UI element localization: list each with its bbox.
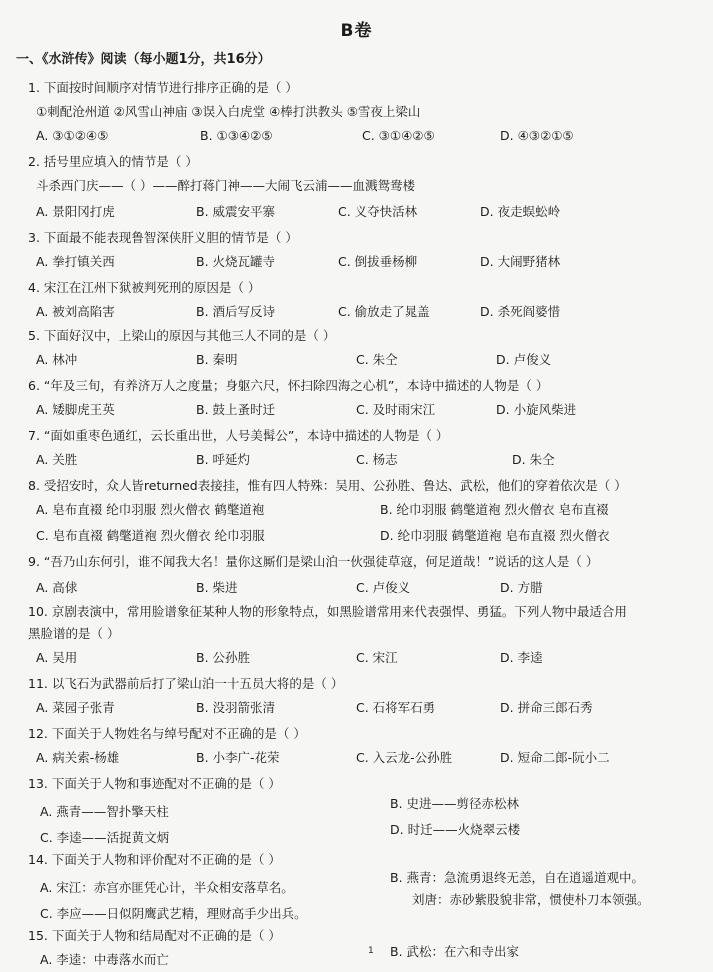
q11-option-c[interactable]: C. 石将军石勇: [356, 700, 436, 715]
q14-option-a[interactable]: A. 宋江：赤宫亦匪凭心计，半众相安落草名。: [40, 880, 294, 895]
q6-option-c[interactable]: C. 及时雨宋江: [356, 402, 436, 417]
q5-option-a[interactable]: A. 林冲: [36, 352, 78, 367]
q10-option-b[interactable]: B. 公孙胜: [196, 650, 251, 665]
q1-option-d[interactable]: D. ④③②①⑤: [500, 128, 574, 143]
q4-option-a[interactable]: A. 被刘高陷害: [36, 304, 115, 319]
q3-option-a[interactable]: A. 拳打镇关西: [36, 254, 115, 269]
q4-option-c[interactable]: C. 偷放走了晁盖: [338, 304, 430, 319]
q8-option-a[interactable]: A. 皂布直裰 纶巾羽服 烈火僧衣 鹤氅道袍: [36, 502, 265, 517]
q10-option-c[interactable]: C. 宋江: [356, 650, 398, 665]
q10-stem-line1: 10. 京剧表演中，常用脸谱象征某种人物的形象特点，如黑脸谱常用来代表强悍、勇猛。下列人物中最适合用: [28, 604, 627, 619]
q13-stem: 13. 下面关于人物和事迹配对不正确的是（ ）: [28, 776, 281, 791]
q7-option-a[interactable]: A. 关胜: [36, 452, 78, 467]
q7-stem: 7. “面如重枣色通红，云长重出世，人号美髯公”，本诗中描述的人物是（ ）: [28, 428, 449, 443]
q2-option-a[interactable]: A. 景阳冈打虎: [36, 204, 115, 219]
q7-option-c[interactable]: C. 杨志: [356, 452, 398, 467]
q3-stem: 3. 下面最不能表现鲁智深侠肝义胆的情节是（ ）: [28, 230, 298, 245]
q12-stem: 12. 下面关于人物姓名与绰号配对不正确的是（ ）: [28, 726, 306, 741]
q5-option-d[interactable]: D. 卢俊义: [496, 352, 552, 367]
q11-option-b[interactable]: B. 没羽箭张清: [196, 700, 276, 715]
q12-option-b[interactable]: B. 小李广-花荣: [196, 750, 280, 765]
q6-option-d[interactable]: D. 小旋风柴进: [496, 402, 577, 417]
q2-option-c[interactable]: C. 义夺快活林: [338, 204, 418, 219]
q6-option-b[interactable]: B. 鼓上蚤时迁: [196, 402, 276, 417]
q1-option-b[interactable]: B. ①③④②⑤: [200, 128, 273, 143]
page-title: B卷: [340, 21, 373, 41]
q9-stem: 9. “吾乃山东何引，谁不闻我大名！量你这厮们是梁山泊一伙强徒草寇，何足道哉！”说话的这人是（ ）: [28, 554, 599, 569]
q12-option-d[interactable]: D. 短命二郎-阮小二: [500, 750, 610, 765]
q7-option-d[interactable]: D. 朱仝: [512, 452, 555, 467]
q4-option-b[interactable]: B. 酒后写反诗: [196, 304, 276, 319]
q11-option-a[interactable]: A. 菜园子张青: [36, 700, 115, 715]
q8-option-b[interactable]: B. 纶巾羽服 鹤氅道袍 烈火僧衣 皂布直裰: [380, 502, 609, 517]
page-number: 1: [368, 946, 374, 956]
q15-stem: 15. 下面关于人物和结局配对不正确的是（ ）: [28, 928, 281, 943]
q4-stem: 4. 宋江在江州下狱被判死刑的原因是（ ）: [28, 280, 261, 295]
q9-option-b[interactable]: B. 柴进: [196, 580, 238, 595]
q8-option-d[interactable]: D. 纶巾羽服 鹤氅道袍 皂布直裰 烈火僧衣: [380, 528, 610, 543]
q14-stem: 14. 下面关于人物和评价配对不正确的是（ ）: [28, 852, 281, 867]
q2-option-d[interactable]: D. 夜走蜈蚣岭: [480, 204, 561, 219]
q1-stem: 1. 下面按时间顺序对情节进行排序正确的是（ ）: [28, 80, 298, 95]
q14-option-b-line2: 刘唐：赤砂紫股貌非常，惯使朴刀本领强。: [412, 892, 650, 907]
q13-option-b[interactable]: B. 史进——剪径赤松林: [390, 796, 520, 811]
section-heading: 一、《水浒传》阅读（每小题1分，共16分）: [16, 52, 271, 67]
q3-option-c[interactable]: C. 倒拔垂杨柳: [338, 254, 418, 269]
q2-chain: 斗杀西门庆——（ ）——醉打蒋门神——大闹飞云浦——血溅鸳鸯楼: [36, 178, 415, 193]
q3-option-d[interactable]: D. 大闹野猪林: [480, 254, 561, 269]
q12-option-a[interactable]: A. 病关索-杨雄: [36, 750, 120, 765]
q12-option-c[interactable]: C. 入云龙-公孙胜: [356, 750, 453, 765]
q9-option-c[interactable]: C. 卢俊义: [356, 580, 411, 595]
q6-stem: 6. “年及三旬，有养济万人之度量；身躯六尺，怀扫除四海之心机”，本诗中描述的人物是（ ）: [28, 378, 549, 393]
q3-option-b[interactable]: B. 火烧瓦罐寺: [196, 254, 276, 269]
q11-option-d[interactable]: D. 拼命三郎石秀: [500, 700, 593, 715]
q5-option-b[interactable]: B. 秦明: [196, 352, 238, 367]
q15-option-a[interactable]: A. 李逵：中毒落水而亡: [40, 952, 169, 967]
q10-option-a[interactable]: A. 吴用: [36, 650, 78, 665]
q1-option-c[interactable]: C. ③①④②⑤: [362, 128, 435, 143]
q6-option-a[interactable]: A. 矮脚虎王英: [36, 402, 115, 417]
q10-option-d[interactable]: D. 李逵: [500, 650, 543, 665]
q1-items: ①刺配沧州道 ②风雪山神庙 ③误入白虎堂 ④棒打洪教头 ⑤雪夜上梁山: [36, 104, 421, 119]
q5-option-c[interactable]: C. 朱仝: [356, 352, 398, 367]
q2-option-b[interactable]: B. 威震安平寨: [196, 204, 276, 219]
q2-stem: 2. 括号里应填入的情节是（ ）: [28, 154, 198, 169]
q15-option-b[interactable]: B. 武松：在六和寺出家: [390, 944, 520, 959]
q11-stem: 11. 以飞石为武器前后打了梁山泊一十五员大将的是（ ）: [28, 676, 344, 691]
q10-stem-line2: 黑脸谱的是（ ）: [28, 626, 120, 641]
q14-option-c[interactable]: C. 李应——日似阴鹰武艺精，理财高手少出兵。: [40, 906, 307, 921]
q9-option-a[interactable]: A. 高俅: [36, 580, 78, 595]
q13-option-a[interactable]: A. 燕青——智扑擎天柱: [40, 804, 169, 819]
q9-option-d[interactable]: D. 方腊: [500, 580, 543, 595]
q13-option-d[interactable]: D. 时迁——火烧翠云楼: [390, 822, 521, 837]
q13-option-c[interactable]: C. 李逵——活捉黄文炳: [40, 830, 170, 845]
q7-option-b[interactable]: B. 呼延灼: [196, 452, 251, 467]
q5-stem: 5. 下面好汉中，上梁山的原因与其他三人不同的是（ ）: [28, 328, 336, 343]
q14-option-b-line1[interactable]: B. 燕青：急流勇退终无恙，自在逍遥道观中。: [390, 870, 645, 885]
q8-stem: 8. 受招安时，众人皆returned表接挂，惟有四人特殊：吴用、公孙胜、鲁达、武松，他们的穿着依次是（ ）: [28, 478, 627, 493]
q4-option-d[interactable]: D. 杀死阎婆惜: [480, 304, 561, 319]
q8-option-c[interactable]: C. 皂布直裰 鹤氅道袍 烈火僧衣 纶巾羽服: [36, 528, 265, 543]
q1-option-a[interactable]: A. ③①②④⑤: [36, 128, 109, 143]
